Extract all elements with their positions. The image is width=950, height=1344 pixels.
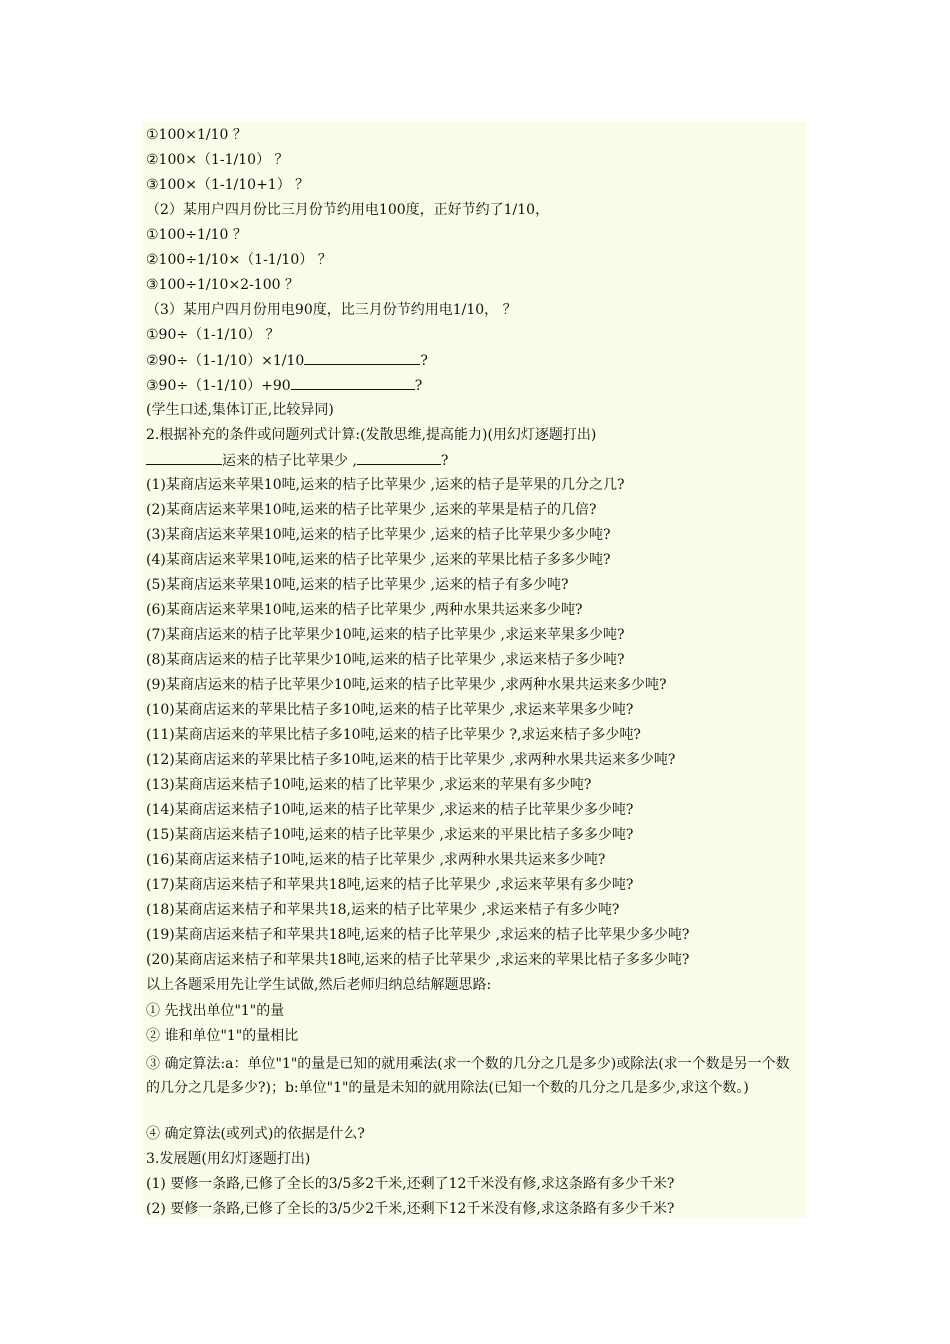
text-line: (20)某商店运来桔子和苹果共18吨,运来的桔子比苹果少 ,求运来的苹果比桔子多多少吨? [146, 952, 690, 968]
text-line: ②100×（1-1/10） ？ [146, 152, 289, 168]
text-line: (15)某商店运来桔子10吨,运来的桔子比苹果少 ,求运来的平果比桔子多多少吨? [146, 827, 634, 843]
text-line: (3)某商店运来苹果10吨,运来的桔子比苹果少 ,运来的桔子比苹果少多少吨? [146, 527, 611, 543]
text-line: (12)某商店运来的苹果比桔子多10吨,运来的桔于比苹果少 ,求两种水果共运来多少吨? [146, 752, 676, 768]
question-mark: ? [420, 353, 428, 369]
text-line: (6)某商店运来苹果10吨,运来的桔子比苹果少 ,两种水果共运来多少吨? [146, 602, 583, 618]
text-line: ①100×1/10 ？ [146, 127, 247, 143]
text-line: （2）某用户四月份比三月份节约用电100度，正好节约了1/10， [146, 202, 550, 218]
text-paragraph: ③ 确定算法:a：单位"1"的量是已知的就用乘法(求一个数的几分之几是多少)或除法(求一个数是另一个数的几分之几是多少?)；b:单位"1"的量是未知的就用除法(已知一个数的几分之几是多少,求这个数。) [146, 1056, 790, 1096]
question-mark: ? [440, 453, 449, 469]
text-line: (14)某商店运来桔子10吨,运来的桔子比苹果少 ,求运来的桔子比苹果少多少吨? [146, 802, 634, 818]
answer-blank [146, 451, 222, 465]
text-line: ③100÷1/10×2-100 ？ [146, 277, 299, 293]
text-line: (9)某商店运来的桔子比苹果少10吨,运来的桔子比苹果少 ,求两种水果共运来多少吨? [146, 677, 667, 693]
text-line: (2)某商店运来苹果10吨,运来的桔子比苹果少 ,运来的苹果是桔子的几倍? [146, 502, 597, 518]
text-line: (7)某商店运来的桔子比苹果少10吨,运来的桔子比苹果少 ,求运来苹果多少吨? [146, 627, 625, 643]
text-line: (8)某商店运来的桔子比苹果少10吨,运来的桔子比苹果少 ,求运来桔子多少吨? [146, 652, 625, 668]
text-line: ① 先找出单位"1"的量 [146, 1003, 285, 1019]
answer-blank [291, 376, 415, 390]
document-page [142, 122, 806, 1218]
text-line: (10)某商店运来的苹果比桔子多10吨,运来的桔子比苹果少 ,求运来苹果多少吨? [146, 702, 634, 718]
text-line: 以上各题采用先让学生试做,然后老师归纳总结解题思路: [146, 977, 492, 993]
text-line: (17)某商店运来桔子和苹果共18吨,运来的桔子比苹果少 ,求运来苹果有多少吨? [146, 877, 634, 893]
answer-blank [357, 451, 441, 465]
question-mark: ? [414, 378, 423, 394]
text-line: ④ 确定算法(或列式)的依据是什么? [146, 1126, 365, 1142]
text-line [146, 451, 448, 470]
text-line: (4)某商店运来苹果10吨,运来的桔子比苹果少 ,运来的苹果比桔子多多少吨? [146, 552, 611, 568]
text-line: (2) 要修一条路,已修了全长的3/5少2千米,还剩下12千米没有修,求这条路有多少千米? [146, 1201, 675, 1217]
line-text: 运来的桔子比苹果少 , [222, 453, 357, 469]
text-line: ③100×（1-1/10+1） ？ [146, 177, 310, 193]
text-line [146, 351, 428, 370]
text-line: ②100÷1/10×（1-1/10） ？ [146, 252, 332, 268]
text-line: ② 谁和单位"1"的量相比 [146, 1028, 299, 1044]
text-line: (5)某商店运来苹果10吨,运来的桔子比苹果少 ,运来的桔子有多少吨? [146, 577, 569, 593]
line-text: ②90÷（1-1/10）×1/10 [146, 353, 305, 369]
text-line: (19)某商店运来桔子和苹果共18吨,运来的桔子比苹果少 ,求运来的桔子比苹果少多少吨? [146, 927, 690, 943]
text-line: (学生口述,集体订正,比较异同) [146, 402, 334, 418]
text-line: （3）某用户四月份用电90度，比三月份节约用电1/10， ？ [146, 302, 517, 318]
text-line: 2.根据补充的条件或问题列式计算:(发散思维,提高能力)(用幻灯逐题打出) [146, 427, 597, 443]
text-line: (1)某商店运来苹果10吨,运来的桔子比苹果少 ,运来的桔子是苹果的几分之几? [146, 477, 625, 493]
text-line: (16)某商店运来桔子10吨,运来的桔子比苹果少 ,求两种水果共运来多少吨? [146, 852, 606, 868]
text-line [146, 376, 422, 395]
text-line: (13)某商店运来桔子10吨,运来的桔了比苹果少 ,求运来的苹果有多少吨? [146, 777, 592, 793]
text-line: ①90÷（1-1/10） ？ [146, 327, 280, 343]
text-line: ①100÷1/10 ？ [146, 227, 247, 243]
text-line: (1) 要修一条路,已修了全长的3/5多2千米,还剩了12千米没有修,求这条路有多少千米? [146, 1176, 675, 1192]
text-line: (11)某商店运来的苹果比桔子多10吨,运来的桔子比苹果少 ?,求运来桔子多少吨? [146, 727, 641, 743]
answer-blank [304, 351, 420, 365]
line-text: ③90÷（1-1/10）+90 [146, 378, 291, 394]
text-line: (18)某商店运来桔子和苹果共18,运来的桔子比苹果少 ,求运来桔子有多少吨? [146, 902, 620, 918]
text-line: 3.发展题(用幻灯逐题打出) [146, 1151, 311, 1167]
